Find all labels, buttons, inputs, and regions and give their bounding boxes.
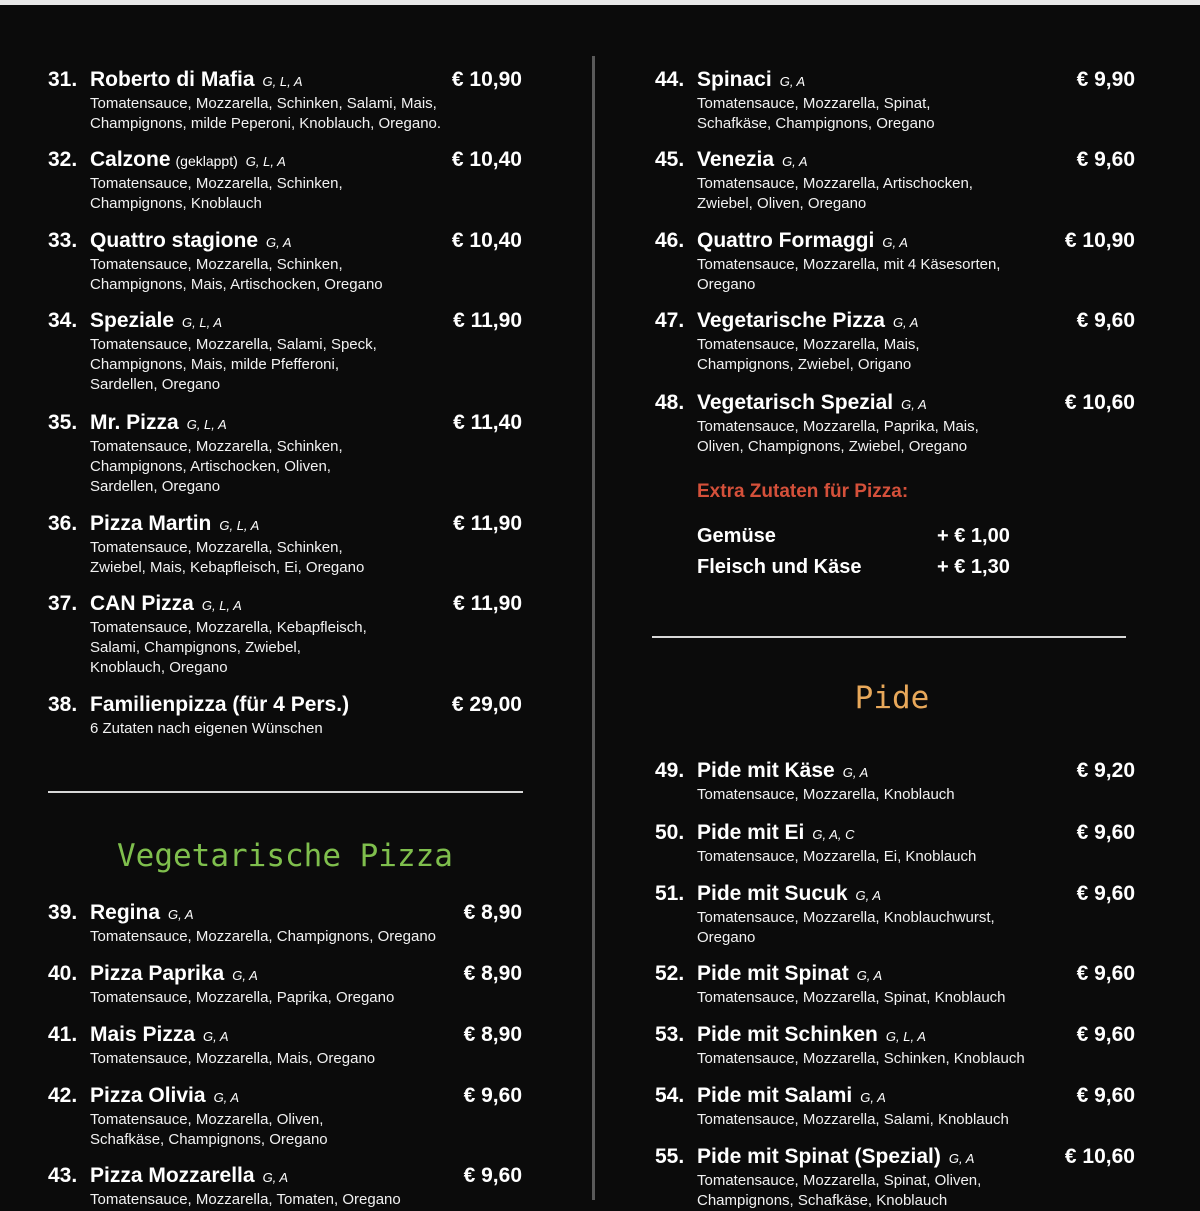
menu-item-header bbox=[48, 229, 522, 255]
menu-item-header bbox=[48, 309, 522, 335]
item-description-line: Tomatensauce, Mozzarella, Ei, Knoblauch bbox=[697, 848, 977, 865]
menu-item-pide-mit-kase bbox=[655, 759, 1135, 805]
item-description-line: Knoblauch, Oregano bbox=[90, 659, 228, 676]
item-price: € 9,90 bbox=[1076, 68, 1135, 91]
item-name bbox=[697, 229, 908, 253]
item-name bbox=[90, 512, 259, 536]
allergen-codes: G, A bbox=[213, 1090, 240, 1105]
menu-item-header bbox=[48, 1084, 522, 1110]
item-price: € 9,60 bbox=[463, 1084, 522, 1107]
item-number: 49. bbox=[655, 759, 685, 782]
item-name bbox=[90, 411, 227, 435]
item-description-line: 6 Zutaten nach eigenen Wünschen bbox=[90, 720, 323, 737]
item-description-line: Champignons, Mais, Artischocken, Oregano bbox=[90, 276, 383, 293]
item-description-line: Tomatensauce, Mozzarella, Artischocken, bbox=[697, 175, 973, 192]
item-price: € 10,60 bbox=[1064, 391, 1135, 414]
item-name bbox=[697, 1023, 926, 1047]
item-name-text: Familienpizza (für 4 Pers.) bbox=[90, 693, 350, 716]
item-number: 44. bbox=[655, 68, 685, 91]
left-section-divider bbox=[48, 791, 523, 793]
menu-item-pide-mit-salami bbox=[655, 1084, 1135, 1130]
item-number: 47. bbox=[655, 309, 685, 332]
menu-item-familienpizza-fur-4-pers bbox=[48, 693, 522, 739]
item-name-text: Calzone bbox=[90, 148, 171, 171]
item-description-line: Tomatensauce, Mozzarella, mit 4 Käsesorten, bbox=[697, 256, 1001, 273]
menu-item-quattro-formaggi bbox=[655, 229, 1135, 295]
item-description-line: Schafkäse, Champignons, Oregano bbox=[90, 1131, 328, 1148]
menu-item-header bbox=[655, 962, 1135, 988]
allergen-codes: G, A bbox=[856, 968, 883, 983]
item-description-line: Tomatensauce, Mozzarella, Schinken, bbox=[90, 438, 343, 455]
item-name bbox=[90, 148, 286, 172]
item-number: 33. bbox=[48, 229, 78, 252]
menu-item-header bbox=[655, 309, 1135, 335]
item-name-text: Pide mit Sucuk bbox=[697, 882, 848, 905]
item-description-line: Tomatensauce, Mozzarella, Schinken, Knoblauch bbox=[697, 1050, 1025, 1067]
item-price: € 10,90 bbox=[1064, 229, 1135, 252]
item-name-text: Venezia bbox=[697, 148, 775, 171]
extras-title: Extra Zutaten für Pizza: bbox=[697, 481, 909, 502]
menu-item-can-pizza bbox=[48, 592, 522, 678]
item-name bbox=[90, 1164, 288, 1188]
allergen-codes: G, A bbox=[842, 765, 869, 780]
item-name-text: Pide mit Spinat (Spezial) bbox=[697, 1145, 941, 1168]
item-description-line: Tomatensauce, Mozzarella, Spinat, Knoblauch bbox=[697, 989, 1006, 1006]
item-number: 34. bbox=[48, 309, 78, 332]
allergen-codes: G, L, A bbox=[186, 417, 227, 432]
item-price: € 9,60 bbox=[1076, 148, 1135, 171]
item-description-line: Tomatensauce, Mozzarella, Paprika, Mais, bbox=[697, 418, 979, 435]
item-description-line: Sardellen, Oregano bbox=[90, 376, 221, 393]
item-description-line: Tomatensauce, Mozzarella, Kebapfleisch, bbox=[90, 619, 367, 636]
item-name bbox=[697, 309, 918, 333]
item-name bbox=[697, 68, 805, 92]
menu-item-calzone bbox=[48, 148, 522, 214]
item-name bbox=[90, 592, 242, 616]
item-number: 41. bbox=[48, 1023, 78, 1046]
item-number: 40. bbox=[48, 962, 78, 985]
allergen-codes: G, A bbox=[262, 1170, 289, 1185]
menu-item-pide-mit-spinat bbox=[655, 962, 1135, 1008]
menu-item-pizza-mozzarella bbox=[48, 1164, 522, 1210]
menu-item-header bbox=[655, 759, 1135, 785]
allergen-codes: G, L, A bbox=[262, 74, 303, 89]
item-description-line: Tomatensauce, Mozzarella, Schinken, Salami, Mais, bbox=[90, 95, 437, 112]
item-description-line: Tomatensauce, Mozzarella, Mais, bbox=[697, 336, 920, 353]
menu-item-mais-pizza bbox=[48, 1023, 522, 1069]
column-divider bbox=[592, 56, 595, 1200]
item-name-text: Pizza Martin bbox=[90, 512, 212, 535]
menu-item-pide-mit-spinat-spezial bbox=[655, 1145, 1135, 1211]
item-name bbox=[697, 821, 855, 845]
item-description-line: Champignons, milde Peperoni, Knoblauch, Oregano. bbox=[90, 115, 442, 132]
allergen-codes: G, A bbox=[232, 968, 258, 983]
item-price: € 9,60 bbox=[1076, 309, 1135, 332]
item-description-line: Tomatensauce, Mozzarella, Knoblauchwurst, bbox=[697, 909, 995, 926]
item-description-line: Sardellen, Oregano bbox=[90, 478, 221, 495]
item-description-line: Tomatensauce, Mozzarella, Schinken, bbox=[90, 256, 343, 273]
item-price: € 9,60 bbox=[1076, 821, 1135, 844]
menu-item-header bbox=[655, 229, 1135, 255]
item-price: € 9,20 bbox=[1076, 759, 1135, 782]
item-number: 39. bbox=[48, 901, 78, 924]
item-description-line: Champignons, Artischocken, Oliven, bbox=[90, 458, 331, 475]
menu-item-speziale bbox=[48, 309, 522, 395]
menu-item-header bbox=[655, 391, 1135, 417]
item-description-line: Zwiebel, Mais, Kebapfleisch, Ei, Oregano bbox=[90, 559, 365, 576]
item-description-line: Zwiebel, Oliven, Oregano bbox=[697, 195, 867, 212]
item-description-line: Champignons, Mais, milde Pfefferoni, bbox=[90, 356, 340, 373]
item-name bbox=[90, 962, 258, 986]
extra-row-vegetables bbox=[697, 525, 1037, 551]
menu-item-header bbox=[48, 901, 522, 927]
item-price: € 11,40 bbox=[453, 411, 522, 434]
item-name bbox=[697, 882, 881, 906]
menu-item-header bbox=[655, 882, 1135, 908]
menu-item-spinaci bbox=[655, 68, 1135, 134]
menu-item-header bbox=[48, 512, 522, 538]
item-price: € 9,60 bbox=[1076, 1023, 1135, 1046]
allergen-codes: G, L, A bbox=[245, 154, 286, 169]
item-name-text: Pide mit Spinat bbox=[697, 962, 849, 985]
item-description-line: Tomatensauce, Mozzarella, Spinat, Oliven, bbox=[697, 1172, 982, 1189]
menu-item-header bbox=[48, 962, 522, 988]
item-number: 53. bbox=[655, 1023, 685, 1046]
allergen-codes: G, A bbox=[168, 907, 194, 922]
menu-item-vegetarische-pizza bbox=[655, 309, 1135, 375]
extra-label: Fleisch und Käse bbox=[697, 556, 862, 578]
item-name-text: Pide mit Ei bbox=[697, 821, 805, 844]
allergen-codes: G, A bbox=[782, 154, 808, 169]
item-name-note: (geklappt) bbox=[175, 153, 238, 169]
item-name-text: Quattro stagione bbox=[90, 229, 259, 252]
menu-item-header bbox=[655, 1023, 1135, 1049]
item-name bbox=[90, 68, 303, 92]
menu-item-header bbox=[655, 1145, 1135, 1171]
menu-item-header bbox=[655, 821, 1135, 847]
item-description-line: Tomatensauce, Mozzarella, Oliven, bbox=[90, 1111, 324, 1128]
menu-item-vegetarisch-spezial bbox=[655, 391, 1135, 457]
item-number: 36. bbox=[48, 512, 78, 535]
item-name-text: Pizza Mozzarella bbox=[90, 1164, 255, 1187]
item-name-text: Pide mit Salami bbox=[697, 1084, 853, 1107]
item-number: 51. bbox=[655, 882, 685, 905]
item-name-text: Quattro Formaggi bbox=[697, 229, 875, 252]
menu-item-header bbox=[48, 693, 522, 719]
item-name-text: Pide mit Schinken bbox=[697, 1023, 878, 1046]
item-price: € 9,60 bbox=[1076, 882, 1135, 905]
item-price: € 10,40 bbox=[451, 148, 522, 171]
item-description-line: Tomatensauce, Mozzarella, Paprika, Oregano bbox=[90, 989, 395, 1006]
item-price: € 9,60 bbox=[1076, 1084, 1135, 1107]
right-section-divider bbox=[652, 636, 1126, 638]
item-name-text: Mais Pizza bbox=[90, 1023, 196, 1046]
item-description-line: Tomatensauce, Mozzarella, Salami, Knoblauch bbox=[697, 1111, 1009, 1128]
item-name bbox=[697, 759, 868, 783]
item-price: € 11,90 bbox=[453, 309, 522, 332]
item-number: 45. bbox=[655, 148, 685, 171]
item-number: 42. bbox=[48, 1084, 78, 1107]
item-price: € 11,90 bbox=[453, 592, 522, 615]
item-name-text: Mr. Pizza bbox=[90, 411, 179, 434]
menu-item-pizza-martin bbox=[48, 512, 522, 578]
item-description-line: Tomatensauce, Mozzarella, Champignons, Oregano bbox=[90, 928, 437, 945]
item-price: € 9,60 bbox=[1076, 962, 1135, 985]
item-number: 54. bbox=[655, 1084, 685, 1107]
item-description-line: Oliven, Champignons, Zwiebel, Oregano bbox=[697, 438, 968, 455]
item-name-text: Pizza Olivia bbox=[90, 1084, 206, 1107]
allergen-codes: G, L, A bbox=[885, 1029, 926, 1044]
item-number: 48. bbox=[655, 391, 685, 414]
item-description-line: Oregano bbox=[697, 276, 756, 293]
item-name bbox=[90, 309, 222, 333]
menu-item-header bbox=[655, 148, 1135, 174]
item-number: 43. bbox=[48, 1164, 78, 1187]
veg-section-title: Vegetarische Pizza bbox=[117, 838, 453, 874]
item-name-text: Pizza Paprika bbox=[90, 962, 225, 985]
extra-price: + € 1,30 bbox=[937, 556, 1010, 578]
item-number: 50. bbox=[655, 821, 685, 844]
menu-item-header bbox=[48, 148, 522, 174]
item-description-line: Champignons, Schafkäse, Knoblauch bbox=[697, 1192, 948, 1209]
item-name-text: Vegetarische Pizza bbox=[697, 309, 885, 332]
allergen-codes: G, A bbox=[901, 397, 927, 412]
item-number: 32. bbox=[48, 148, 78, 171]
item-name bbox=[90, 1023, 229, 1047]
item-number: 55. bbox=[655, 1145, 685, 1168]
item-price: € 11,90 bbox=[453, 512, 522, 535]
item-description-line: Schafkäse, Champignons, Oregano bbox=[697, 115, 935, 132]
item-price: € 8,90 bbox=[463, 962, 522, 985]
item-name bbox=[90, 901, 194, 925]
item-description-line: Tomatensauce, Mozzarella, Salami, Speck, bbox=[90, 336, 377, 353]
item-name-text: Spinaci bbox=[697, 68, 772, 91]
item-number: 35. bbox=[48, 411, 78, 434]
top-border bbox=[0, 0, 1200, 5]
menu-item-venezia bbox=[655, 148, 1135, 214]
menu-item-pizza-olivia bbox=[48, 1084, 522, 1150]
item-description-line: Salami, Champignons, Zwiebel, bbox=[90, 639, 301, 656]
extra-label: Gemüse bbox=[697, 525, 776, 547]
item-name bbox=[90, 1084, 239, 1108]
item-description-line: Tomatensauce, Mozzarella, Knoblauch bbox=[697, 786, 955, 803]
allergen-codes: G, A bbox=[948, 1151, 975, 1166]
item-name-text: Regina bbox=[90, 901, 161, 924]
item-description-line: Champignons, Zwiebel, Origano bbox=[697, 356, 912, 373]
item-name bbox=[697, 391, 927, 415]
item-description-line: Tomatensauce, Mozzarella, Mais, Oregano bbox=[90, 1050, 376, 1067]
allergen-codes: G, A bbox=[779, 74, 806, 89]
menu-item-pide-mit-sucuk bbox=[655, 882, 1135, 948]
item-number: 31. bbox=[48, 68, 78, 91]
item-price: € 10,60 bbox=[1064, 1145, 1135, 1168]
menu-item-header bbox=[48, 411, 522, 437]
menu-item-pizza-paprika bbox=[48, 962, 522, 1008]
item-price: € 10,40 bbox=[451, 229, 522, 252]
item-name-text: Pide mit Käse bbox=[697, 759, 835, 782]
item-price: € 9,60 bbox=[463, 1164, 522, 1187]
item-name-text: CAN Pizza bbox=[90, 592, 194, 615]
allergen-codes: G, L, A bbox=[201, 598, 242, 613]
item-description-line: Tomatensauce, Mozzarella, Tomaten, Oregano bbox=[90, 1191, 401, 1208]
item-name bbox=[697, 148, 808, 172]
allergen-codes: G, A bbox=[860, 1090, 886, 1105]
item-price: € 10,90 bbox=[451, 68, 522, 91]
item-name-text: Vegetarisch Spezial bbox=[697, 391, 894, 414]
allergen-codes: G, L, A bbox=[182, 315, 223, 330]
item-name-text: Roberto di Mafia bbox=[90, 68, 255, 91]
allergen-codes: G, A bbox=[266, 235, 292, 250]
item-name bbox=[697, 1084, 886, 1108]
item-description-line: Tomatensauce, Mozzarella, Schinken, bbox=[90, 539, 343, 556]
item-name bbox=[90, 693, 349, 717]
pide-section-title: Pide bbox=[854, 680, 930, 716]
item-number: 37. bbox=[48, 592, 78, 615]
menu-item-pide-mit-ei bbox=[655, 821, 1135, 867]
menu-item-mr-pizza bbox=[48, 411, 522, 497]
allergen-codes: G, L, A bbox=[219, 518, 260, 533]
item-description-line: Tomatensauce, Mozzarella, Schinken, bbox=[90, 175, 343, 192]
item-description-line: Champignons, Knoblauch bbox=[90, 195, 262, 212]
allergen-codes: G, A bbox=[203, 1029, 229, 1044]
item-name bbox=[90, 229, 292, 253]
item-price: € 29,00 bbox=[451, 693, 522, 716]
item-number: 38. bbox=[48, 693, 78, 716]
item-number: 52. bbox=[655, 962, 685, 985]
menu-item-header bbox=[48, 68, 522, 94]
item-price: € 8,90 bbox=[463, 901, 522, 924]
item-name-text: Speziale bbox=[90, 309, 175, 332]
item-description-line: Tomatensauce, Mozzarella, Spinat, bbox=[697, 95, 931, 112]
item-description-line: Oregano bbox=[697, 929, 756, 946]
menu-item-header bbox=[48, 1023, 522, 1049]
item-number: 46. bbox=[655, 229, 685, 252]
allergen-codes: G, A bbox=[892, 315, 919, 330]
menu-item-pide-mit-schinken bbox=[655, 1023, 1135, 1069]
menu-item-header bbox=[655, 1084, 1135, 1110]
item-name bbox=[697, 962, 882, 986]
menu-item-header bbox=[48, 1164, 522, 1190]
menu-item-roberto-di-mafia bbox=[48, 68, 522, 134]
allergen-codes: G, A bbox=[882, 235, 908, 250]
extra-row-meat-cheese bbox=[697, 556, 1037, 582]
extra-price: + € 1,00 bbox=[937, 525, 1010, 547]
menu-item-quattro-stagione bbox=[48, 229, 522, 295]
item-name bbox=[697, 1145, 974, 1169]
menu-item-header bbox=[655, 68, 1135, 94]
allergen-codes: G, A bbox=[855, 888, 882, 903]
allergen-codes: G, A, C bbox=[812, 827, 855, 842]
menu-item-regina bbox=[48, 901, 522, 947]
item-price: € 8,90 bbox=[463, 1023, 522, 1046]
menu-item-header bbox=[48, 592, 522, 618]
